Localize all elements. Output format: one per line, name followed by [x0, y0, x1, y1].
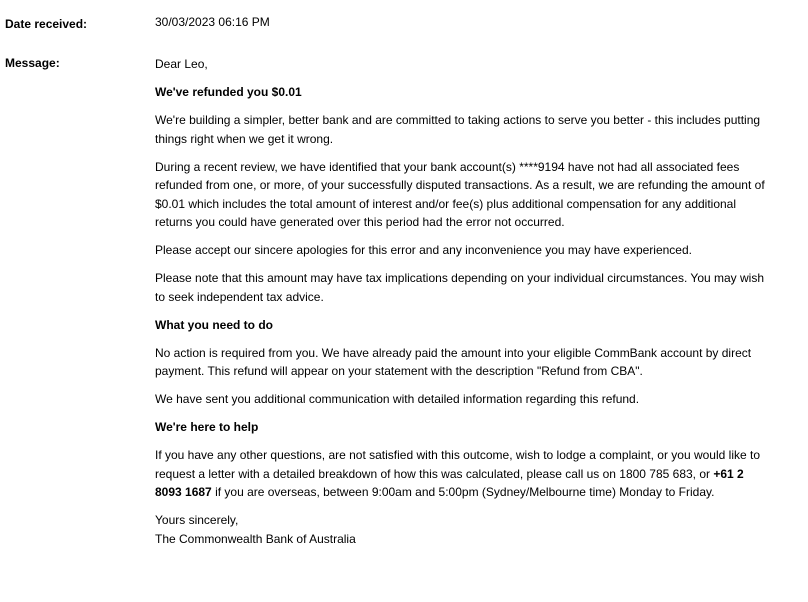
heading-what-to-do: What you need to do — [155, 317, 273, 332]
signature: The Commonwealth Bank of Australia — [155, 531, 356, 546]
heading-help: We're here to help — [155, 420, 259, 434]
paragraph-sent: We have sent you additional communication with detailed information regarding this refund. — [155, 392, 640, 406]
paragraph-intro: We're building a simpler, better bank and are committed to taking actions to serve you better - this includes putting things right when we get it wrong. — [155, 113, 761, 146]
paragraph-tax: Please note that this amount may have tax implications depending on your individual circumstances. You may wish to seek independent tax advice. — [155, 271, 765, 304]
overseas-phone-number: +61 2 8093 1687 — [155, 466, 744, 499]
date-received-label: Date received: — [5, 17, 88, 31]
signoff: Yours sincerely, — [155, 513, 239, 527]
greeting: Dear Leo, — [155, 57, 208, 71]
help-text-part2: if you are overseas, between 9:00am and 5:00pm (Sydney/Melbourne time) Monday to Friday. — [211, 485, 715, 499]
paragraph-help — [155, 446, 765, 502]
heading-refund: We've refunded you $0.01 — [155, 85, 302, 99]
signoff-block — [155, 511, 765, 548]
date-received-value: 30/03/2023 06:16 PM — [155, 15, 270, 29]
help-text-part1: If you have any other questions, are not satisfied with this outcome, wish to lodge a complaint, or you would like to request a letter with a detailed breakdown of how this was calculated, please call us on 1800 785 683, or — [155, 448, 760, 481]
paragraph-no-action: No action is required from you. We have already paid the amount into your eligible CommBank account by direct payment. This refund will appear on your statement with the description "Refund from CBA". — [155, 345, 752, 378]
message-label: Message: — [5, 56, 60, 70]
message-body — [155, 55, 765, 548]
paragraph-review: During a recent review, we have identified that your bank account(s) ****9194 have not had all associated fees refunded from one, or more, of your successfully disputed transactions. As a result, we are refunding the amount of $0.01 which includes the total amount of interest and/or fee(s) plus additional compensation for any additional returns you could have generated over this period had the error not occurred. — [155, 159, 765, 229]
paragraph-apology: Please accept our sincere apologies for this error and any inconvenience you may have experienced. — [155, 243, 692, 257]
